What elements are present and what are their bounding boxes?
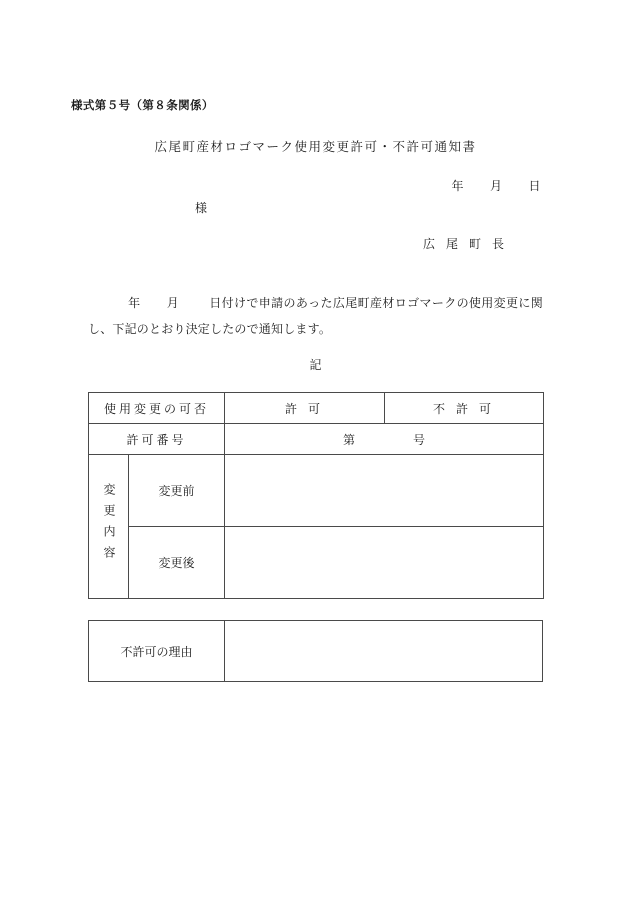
change-after-value-cell[interactable] [225, 527, 544, 599]
date-month-label: 月 [489, 179, 503, 193]
body-month-label: 月 [166, 296, 180, 310]
decision-deny-cell[interactable]: 不 許 可 [385, 393, 544, 424]
permit-number-suffix: 号 [413, 432, 426, 447]
table-row-reason [89, 621, 543, 682]
table-row-change-after [89, 527, 544, 599]
change-content-vertical-label-cell [89, 455, 129, 599]
addressee-suffix: 様 [195, 201, 208, 215]
permit-number-value-cell[interactable] [225, 424, 544, 455]
signer-name: 広 尾 町 長 [422, 237, 508, 251]
table-row-change-before [89, 455, 544, 527]
decision-label-cell: 使用変更の可否 [89, 393, 225, 424]
body-year-label: 年 [128, 296, 141, 310]
permit-number-prefix: 第 [343, 432, 356, 447]
change-content-vertical-label: 変更内容 [102, 482, 116, 567]
ki-marker: 記 [309, 358, 322, 372]
date-day-label: 日 [528, 179, 541, 193]
decision-allow-cell[interactable]: 許 可 [225, 393, 385, 424]
form-number: 様式第５号（第８条関係） [71, 100, 214, 112]
change-before-label-cell: 変更前 [129, 455, 225, 527]
date-line [88, 177, 553, 194]
reason-label-cell: 不許可の理由 [89, 621, 225, 682]
permit-number-label-cell: 許可番号 [89, 424, 225, 455]
reason-table [88, 620, 543, 682]
body-lead-text: 日付けで申請のあった広尾町産材ロゴマークの使用変更に関し、下記のとおり決定したので通知します。 [88, 296, 543, 336]
change-before-value-cell[interactable] [225, 455, 544, 527]
body-paragraph [88, 290, 543, 342]
date-year-label: 年 [451, 179, 464, 193]
table-row-decision [89, 393, 544, 424]
page-title: 広尾町産材ロゴマーク使用変更許可・不許可通知書 [154, 140, 477, 154]
table-row-permit-number [89, 424, 544, 455]
decision-table [88, 392, 544, 599]
change-after-label-cell: 変更後 [129, 527, 225, 599]
reason-value-cell[interactable] [225, 621, 543, 682]
